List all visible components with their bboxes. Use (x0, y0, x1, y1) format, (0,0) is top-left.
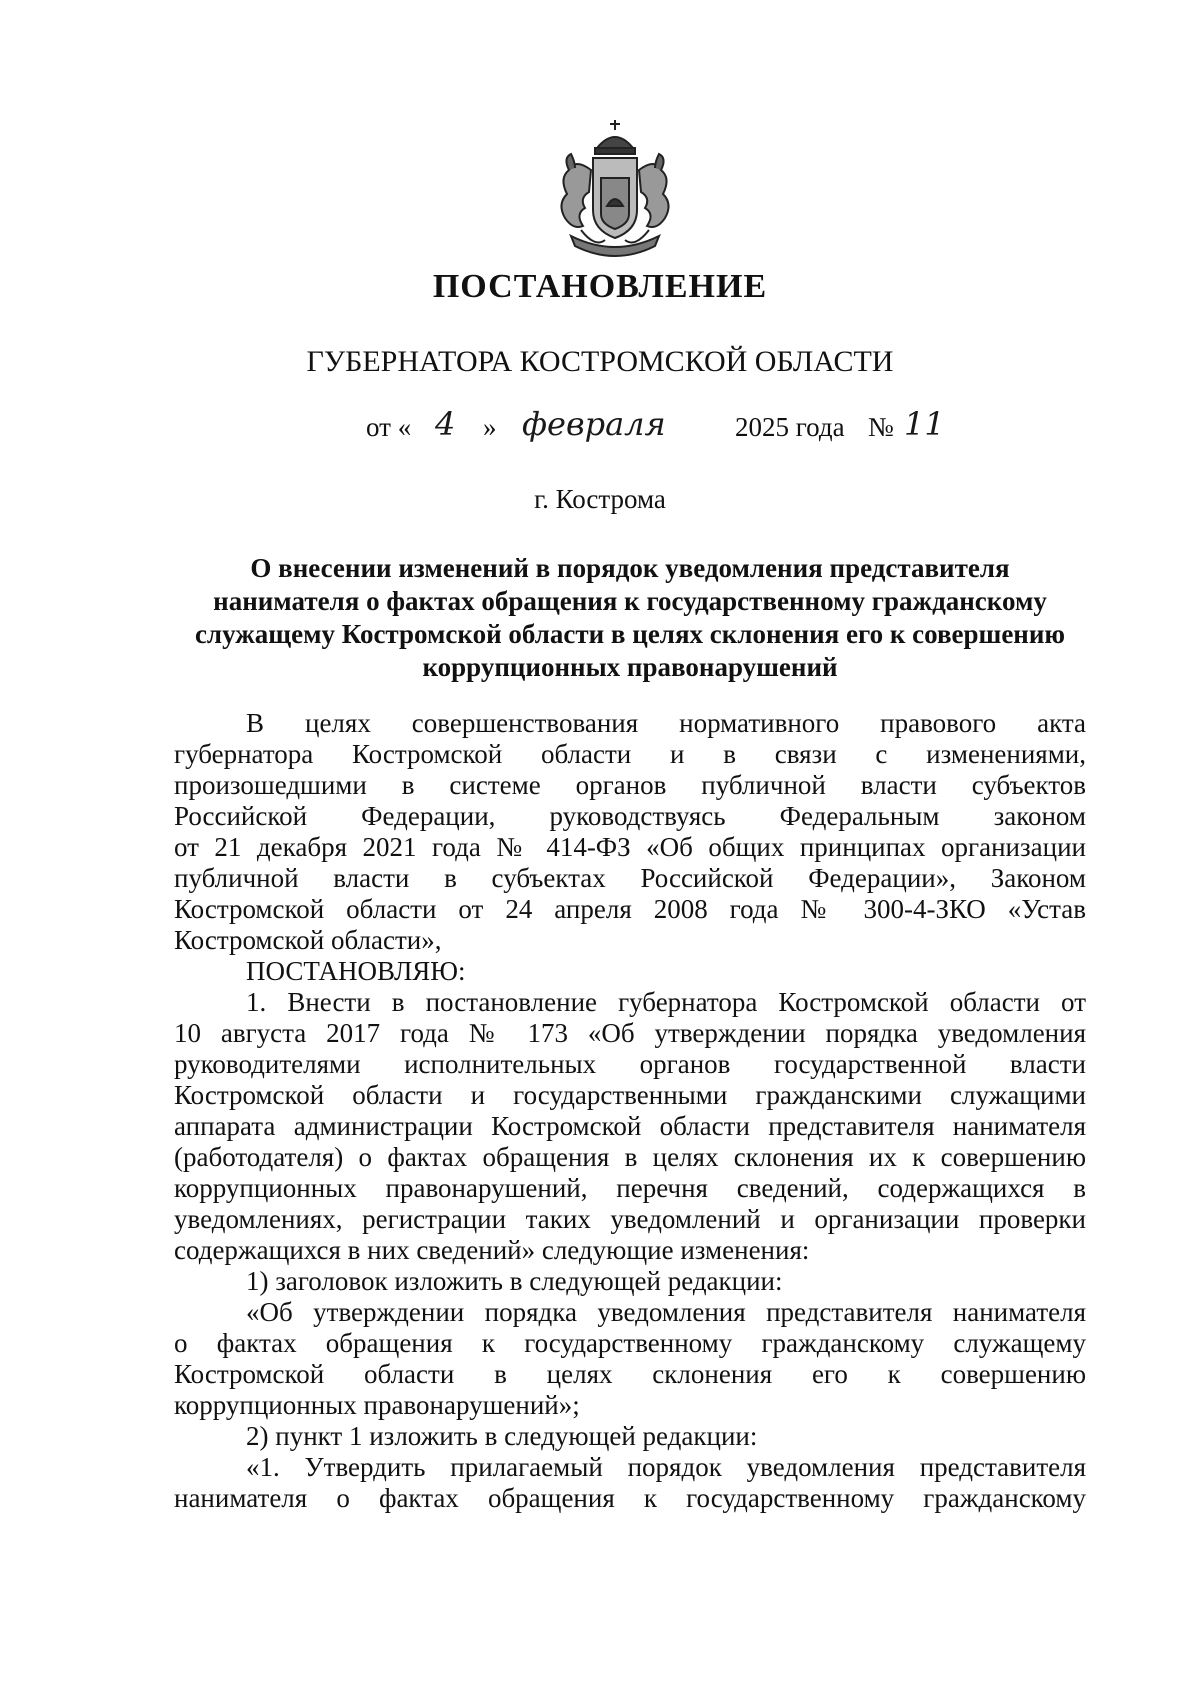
coat-of-arms-emblem (545, 118, 685, 268)
item1-line: коррупционных правонарушений, перечня сведений, содержащихся в (174, 1173, 1086, 1203)
preamble-line: от 21 декабря 2021 года № 414-ФЗ «Об общих принципах организации (174, 832, 1086, 862)
number-label: № (868, 412, 894, 442)
preamble-line: губернатора Костромской области и в связи с изменениями, (174, 739, 1086, 769)
subitem1-line: 1) заголовок изложить в следующей редакции: (246, 1266, 783, 1296)
item1-line: Костромской области и государственными гражданскими служащими (174, 1080, 1086, 1110)
document-heading (150, 552, 1110, 684)
item1-line: уведомлениях, регистрации таких уведомлений и организации проверки (174, 1204, 1086, 1234)
date-mid: » (483, 412, 497, 442)
preamble-line: публичной власти в субъектах Российской Федерации», Законом (174, 863, 1086, 893)
preamble-line: Российской Федерации, руководствуясь Федеральным законом (174, 801, 1086, 831)
heading-line: коррупционных правонарушений (422, 652, 838, 682)
item1-line: аппарата администрации Костромской области представителя нанимателя (174, 1111, 1086, 1141)
subitem2-line: 2) пункт 1 изложить в следующей редакции: (246, 1421, 758, 1451)
subitem1-text-line: коррупционных правонарушений»; (174, 1390, 580, 1420)
subitem1-text-line: Костромской области в целях склонения его к совершению (174, 1359, 1086, 1389)
item1-line: 10 августа 2017 года № 173 «Об утверждении порядка уведомления (174, 1018, 1086, 1048)
heading-line: нанимателя о фактах обращения к государственному гражданскому (213, 586, 1047, 616)
item1-line: 1. Внести в постановление губернатора Костромской области от (246, 987, 1086, 1017)
handwritten-number: 11 (904, 405, 945, 443)
city-line: г. Кострома (534, 484, 666, 514)
item1-line: (работодателя) о фактах обращения в целях склонения их к совершению (174, 1142, 1086, 1172)
subitem2-text-line: нанимателя о фактах обращения к государственному гражданскому (174, 1483, 1086, 1513)
preamble-line: Костромской области от 24 апреля 2008 года № 300-4-ЗКО «Устав (174, 894, 1086, 924)
subitem1-text-line: «Об утверждении порядка уведомления представителя нанимателя (246, 1297, 1086, 1327)
preamble-line: В целях совершенствования нормативного правового акта (246, 708, 1086, 738)
subitem2-text-line: «1. Утвердить прилагаемый порядок уведомления представителя (246, 1452, 1086, 1482)
item1-line: содержащихся в них сведений» следующие изменения: (174, 1235, 810, 1265)
date-prefix: от « (366, 412, 412, 442)
document-issuer: ГУБЕРНАТОРА КОСТРОМСКОЙ ОБЛАСТИ (306, 345, 894, 378)
resolve-word: ПОСТАНОВЛЯЮ: (246, 956, 466, 986)
item1-line: руководителями исполнительных органов государственной власти (174, 1049, 1086, 1079)
document-title: ПОСТАНОВЛЕНИЕ (432, 268, 768, 305)
handwritten-day: 4 (435, 405, 456, 443)
document-body (174, 708, 1086, 1514)
preamble-line: произошедшими в системе органов публичной власти субъектов (174, 770, 1086, 800)
heading-line: О внесении изменений в порядок уведомления представителя (250, 553, 1010, 583)
date-year: 2025 года (735, 412, 845, 442)
handwritten-month: февраля (522, 405, 666, 443)
subitem1-text-line: о фактах обращения к государственному гражданскому служащему (174, 1328, 1086, 1358)
heading-line: служащему Костромской области в целях склонения его к совершению (194, 619, 1066, 649)
preamble-line: Костромской области», (174, 925, 442, 955)
